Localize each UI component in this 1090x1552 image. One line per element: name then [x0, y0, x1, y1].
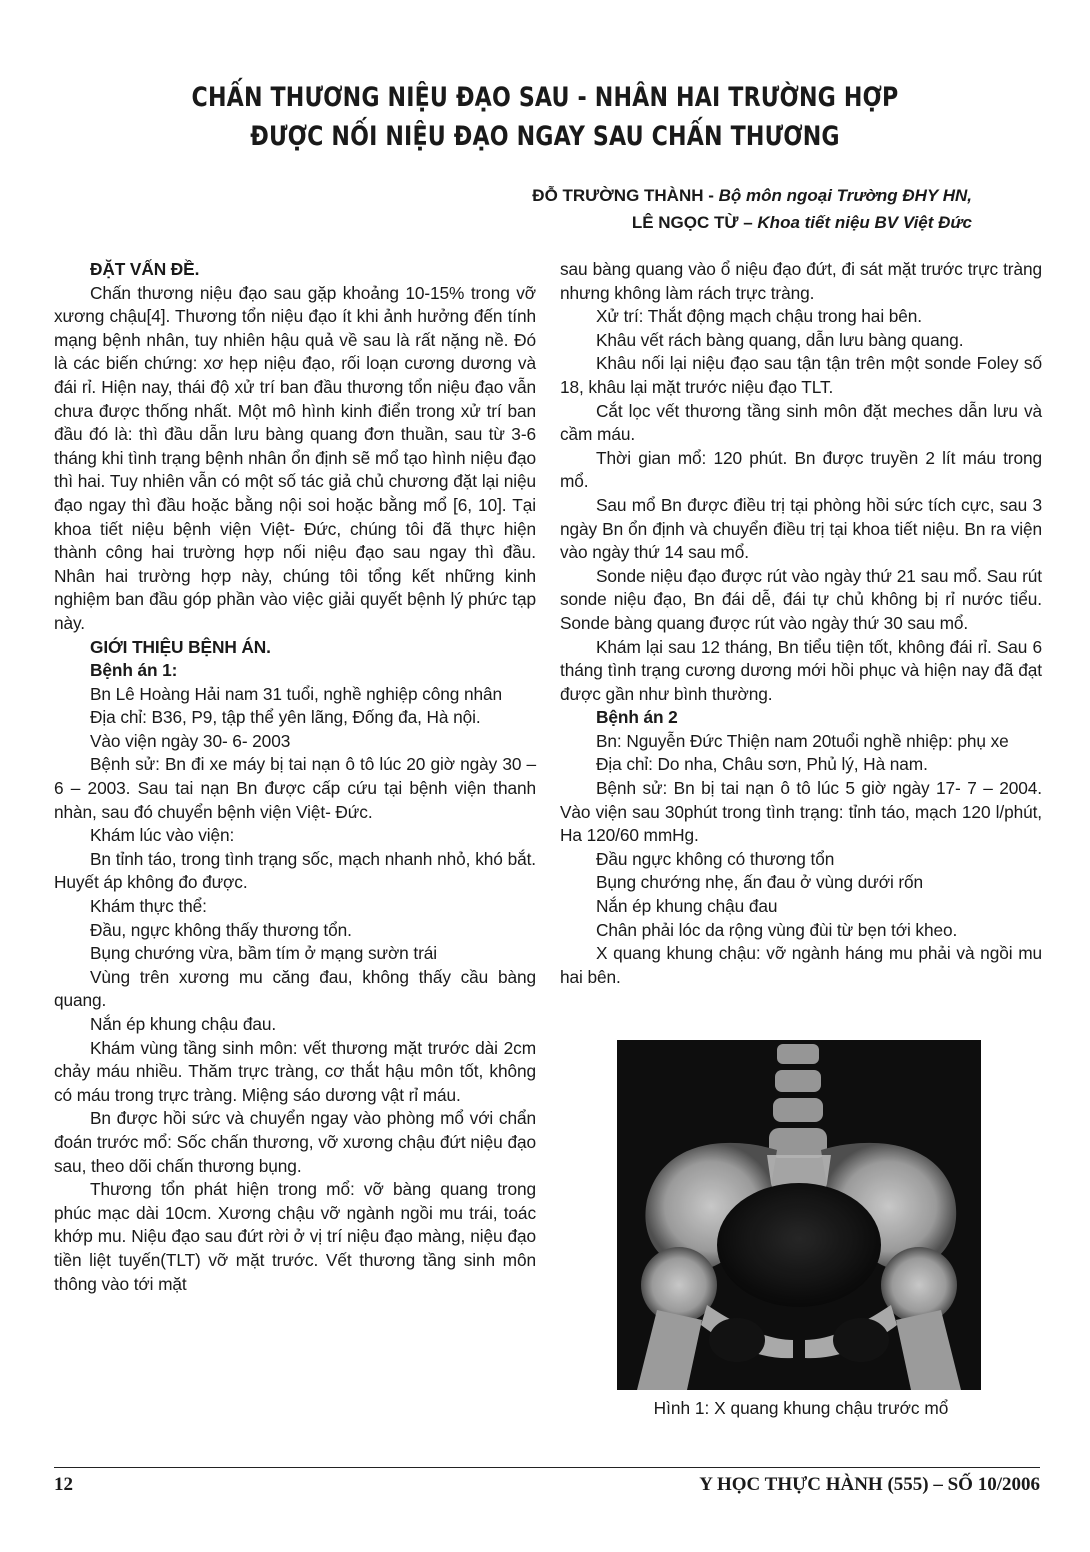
body-paragraph: Xử trí: Thắt động mạch chậu trong hai bên.	[596, 306, 922, 327]
author-name: LÊ NGỌC TỪ	[631, 213, 739, 232]
body-paragraph: Bụng chướng vừa, bầm tím ở mạng sườn trái	[90, 943, 438, 964]
case2-body	[560, 730, 1042, 990]
body-paragraph: Vào viện ngày 30- 6- 2003	[90, 730, 291, 751]
section-heading-intro: ĐẶT VẤN ĐỀ.	[90, 259, 200, 279]
author-separator: –	[738, 213, 758, 232]
case2-heading: Bệnh án 2	[596, 707, 678, 728]
page-number: 12	[54, 1474, 73, 1495]
body-paragraph: Nắn ép khung chậu đau	[596, 896, 778, 917]
body-paragraph: Thương tổn phát hiện trong mổ: vỡ bàng quang trong phúc mạc dài 10cm. Xương chậu vỡ ngành ngồi mu trái, toác khớp mu. Niệu đạo sau đứt rời ở vị trí niệu đạo màng, niệu đạo tiền liệt tuyến(TLT) vỡ mặt trước. Vết thương tầng sinh môn thông vào tới mặt	[54, 1179, 536, 1294]
author-affiliation: Khoa tiết niệu BV Việt Đức	[757, 213, 972, 232]
author-block	[532, 182, 972, 236]
pelvis-xray-figure	[617, 1040, 981, 1390]
title-line-1: CHẤN THƯƠNG NIỆU ĐẠO SAU - NHÂN HAI TRƯỜNG HỢP	[191, 82, 899, 113]
author-affiliation: Bộ môn ngoại Trường ĐHY HN,	[718, 186, 972, 205]
body-paragraph: Cắt lọc vết thương tầng sinh môn đặt meches dẫn lưu và cầm máu.	[560, 400, 1042, 445]
body-paragraph: Đầu ngực không có thương tổn	[596, 848, 835, 869]
body-paragraph: Chân phải lóc da rộng vùng đùi từ bẹn tới kheo.	[596, 919, 958, 940]
section-heading-cases: GIỚI THIỆU BỆNH ÁN.	[90, 636, 271, 657]
body-paragraph: Bệnh sử: Bn đi xe máy bị tai nạn ô tô lúc 20 giờ ngày 30 – 6 – 2003. Sau tai nạn Bn được cấp cứu tại bệnh viện thanh nhàn, sau đó chuyển bệnh viện Việt- Đức.	[54, 754, 536, 822]
author-line	[532, 209, 972, 236]
body-paragraph: Khâu vết rách bàng quang, dẫn lưu bàng quang.	[596, 329, 964, 350]
pelvis-xray-image	[617, 1040, 981, 1390]
body-paragraph: Bn được hồi sức và chuyển ngay vào phòng mổ với chẩn đoán trước mổ: Sốc chấn thương, vỡ xương chậu đứt niệu đạo sau, theo dõi chấn thương bụng.	[54, 1108, 536, 1176]
title-line-2: ĐƯỢC NỐI NIỆU ĐẠO NGAY SAU CHẤN THƯƠNG	[250, 121, 840, 152]
figure-caption: Hình 1: X quang khung chậu trước mổ	[653, 1398, 949, 1418]
body-paragraph: Khâu nối lại niệu đạo sau tận tận trên một sonde Foley số 18, khâu lại mặt trước niệu đạo TLT.	[560, 353, 1042, 397]
author-name: ĐỖ TRƯỜNG THÀNH	[532, 186, 704, 205]
journal-footer: Y HỌC THỰC HÀNH (555) – SỐ 10/2006	[699, 1474, 1040, 1495]
body-paragraph: Sonde niệu đạo được rút vào ngày thứ 21 sau mổ. Sau rút sonde niệu đạo, Bn đái dễ, đái tự chủ không bị rỉ nước tiểu. Sonde bàng quang được rút vào ngày thứ 30 sau mổ.	[560, 565, 1042, 633]
body-paragraph: Khám vùng tầng sinh môn: vết thương mặt trước dài 2cm chảy máu nhiều. Thăm trực tràng, cơ thắt hậu môn tốt, không có máu trong trực tràng. Miệng sáo dương vật rỉ máu.	[54, 1037, 536, 1105]
case1-continuation	[560, 258, 1042, 706]
body-paragraph: Khám lúc vào viện:	[90, 825, 235, 846]
intro-paragraph: Chấn thương niệu đạo sau gặp khoảng 10-15% trong vỡ xương chậu[4]. Thương tổn niệu đạo ít khi ảnh hưởng đến tính mạng bệnh nhân, tuy nhiên hậu quả về sau là rất nặng nề. Đó là các biến chứng: xơ hẹp niệu đạo, rối loạn cương dương và đái rỉ. Hiện nay, thái độ xử trí ban đầu thương tổn niệu đạo vẫn chưa được thống nhất. Một mô hình kinh điển trong xử trí ban đầu đó là: thì đầu dẫn lưu bàng quang đơn thuần, sau từ 3-6 tháng khi tình trạng bệnh nhân ổn định sẽ mổ tạo hình niệu đạo thì hai. Tuy nhiên vẫn có một số tác giả chủ chương đặt lại niệu đạo ngay thì đầu hoặc bằng nội soi hoặc bằng mổ [6, 10]. Tại khoa tiết niệu bệnh viện Việt- Đức, chúng tôi đã thực hiện thành công hai trường hợp nối niệu đạo sau ngay thì đầu. Nhân hai trường hợp này, chúng tôi tổng kết những kinh nghiệm ban đầu góp phần vào việc giải quyết bệnh lý phức tạp này.	[54, 282, 536, 633]
left-column	[54, 258, 536, 1296]
case1-body	[54, 683, 536, 1296]
body-paragraph: Bn Lê Hoàng Hải nam 31 tuổi, nghề nghiệp công nhân	[90, 683, 502, 704]
body-paragraph: X quang khung chậu: vỡ ngành háng mu phải và ngồi mu hai bên.	[560, 943, 1042, 987]
body-paragraph: Bệnh sử: Bn bị tai nạn ô tô lúc 5 giờ ngày 17- 7 – 2004. Vào viện sau 30phút trong tình trạng: tỉnh táo, mạch 120 l/phút, Ha 120/60 mmHg.	[560, 778, 1042, 846]
article-title	[98, 78, 992, 156]
body-paragraph: Vùng trên xương mu căng đau, không thấy cầu bàng quang.	[54, 966, 536, 1011]
footer-rule	[54, 1467, 1040, 1468]
body-paragraph: Địa chỉ: Do nha, Châu sơn, Phủ lý, Hà nam.	[596, 754, 928, 775]
body-paragraph: Khám lại sau 12 tháng, Bn tiểu tiện tốt, không đái rỉ. Sau 6 tháng tình trạng cương dương mới hồi phục và hiện nay đã đạt được gần như bình thường.	[560, 636, 1042, 704]
body-paragraph: Sau mổ Bn được điều trị tại phòng hồi sức tích cực, sau 3 ngày Bn ổn định và chuyển điều trị tại khoa tiết niệu. Bn ra viện vào ngày thứ 14 sau mổ.	[560, 494, 1042, 563]
body-paragraph: Thời gian mổ: 120 phút. Bn được truyền 2 lít máu trong mổ.	[560, 447, 1042, 492]
body-paragraph: sau bàng quang vào ổ niệu đạo đứt, đi sát mặt trước trực tràng nhưng không làm rách trực tràng.	[560, 259, 1042, 303]
body-paragraph: Bn: Nguyễn Đức Thiện nam 20tuổi nghề nhiệp: phụ xe	[596, 730, 1009, 751]
author-separator: -	[703, 186, 719, 205]
body-paragraph: Đầu, ngực không thấy thương tổn.	[90, 919, 352, 940]
body-paragraph: Khám thực thể:	[90, 896, 207, 917]
body-paragraph: Nắn ép khung chậu đau.	[90, 1014, 277, 1034]
body-paragraph: Bn tỉnh táo, trong tình trạng sốc, mạch nhanh nhỏ, khó bắt. Huyết áp không đo được.	[54, 848, 536, 893]
author-line	[532, 182, 972, 209]
case1-heading: Bệnh án 1:	[90, 660, 178, 681]
right-column	[560, 258, 1042, 989]
body-paragraph: Bụng chướng nhẹ, ấn đau ở vùng dưới rốn	[596, 872, 924, 893]
body-paragraph: Địa chỉ: B36, P9, tập thể yên lãng, Đống đa, Hà nội.	[90, 707, 481, 728]
